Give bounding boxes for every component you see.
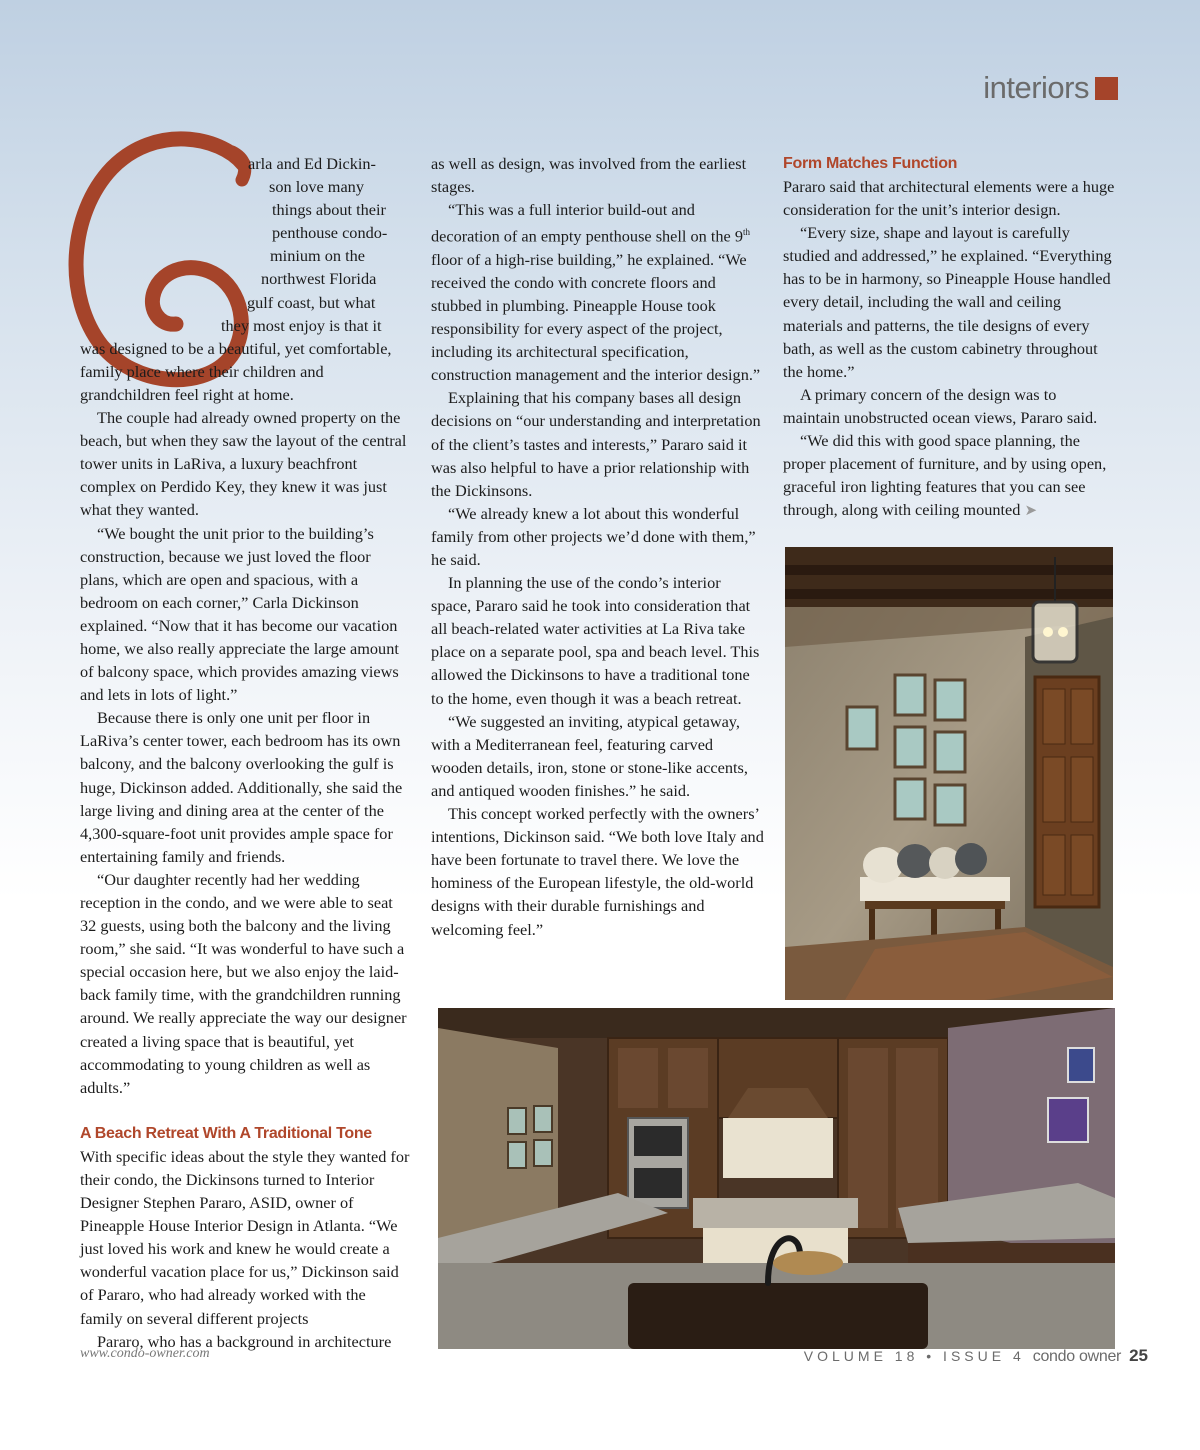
foyer-photo xyxy=(785,547,1113,1000)
subhead-beach-retreat: A Beach Retreat With A Traditional Tone xyxy=(80,1124,372,1142)
paragraph: The couple had already owned property on the beach, but when they saw the layout of the central tower units in LaRiva, a luxury beachfront complex on Perdido Key, they knew it was just what they wanted. xyxy=(80,408,407,520)
paragraph: “We did this with good space planning, the proper placement of furniture, and by using open, graceful iron lighting features that you can see through, along with ceiling mounted ➤ xyxy=(783,431,1107,520)
paragraph: With specific ideas about the style they wanted for their condo, the Dickinsons turned to Interior Designer Stephen Pararo, ASID, owner of Pineapple House Interior Design in Atlanta. “We just loved his work and knew he would create a wonderful vacation place for us,” Dickinson said of Pararo, who had already worked with the family on several different projects xyxy=(80,1146,410,1328)
paragraph: Pararo, who has a background in architecture xyxy=(97,1331,392,1351)
paragraph: “This was a full interior build-out and decoration of an empty penthouse shell on the 9th floor of a high-rise building,” he explained. “We received the condo with concrete floors and stubbed in plumbing. Pineapple House took responsibility for every aspect of the project, including its architectural specification, construction management and the interior design.” xyxy=(431,200,761,385)
volume-issue: VOLUME 18 • ISSUE 4 xyxy=(803,1348,1025,1364)
paragraph: “We already knew a lot about this wonderful family from other projects we’d done with them,” he said. xyxy=(431,503,756,570)
paragraph: A primary concern of the design was to maintain unobstructed ocean views, Pararo said. xyxy=(783,384,1098,427)
paragraph: “We bought the unit prior to the building’s construction, because we just loved the floor plans, which are open and spacious, with a bedroom on each corner,” Carla Dickinson explained. “Now that it has become our vacation home, we also really appreciate the large amount of balcony space, which provides amazing views and lets in lots of light.” xyxy=(80,523,399,705)
article-column-3 xyxy=(783,152,1116,522)
paragraph: “Every size, shape and layout is carefully studied and addressed,” he explained. “Everything has to be in harmony, so Pineapple House handled every detail, including the wall and ceiling materials and patterns, the tile designs of every bath, as well as the custom cabinetry throughout the home.” xyxy=(783,223,1112,381)
paragraph: “We suggested an inviting, atypical getaway, with a Mediterranean feel, featuring carved wooden details, iron, stone or stone-like accents, and antiqued wooden finishes.” he said. xyxy=(431,711,748,800)
subhead-form-function: Form Matches Function xyxy=(783,155,958,172)
section-square-icon xyxy=(1095,77,1118,100)
paragraph: In planning the use of the condo’s interior space, Pararo said he took into consideration that all beach-related water activities at La Riva take place on a separate pool, spa and beach level. This allowed the Dickinsons to have a traditional tone to the home, even though it was a beach retreat. xyxy=(431,573,760,708)
paragraph: This concept worked perfectly with the owners’ intentions, Dickinson said. “We both love Italy and have been fortunate to travel there. We love the hominess of the European lifestyle, the old-world designs with their durable furnishings and welcoming feel.” xyxy=(431,804,764,939)
paragraph: as well as design, was involved from the earliest stages. xyxy=(431,154,747,197)
footer-folio xyxy=(804,1346,1148,1366)
section-label: interiors xyxy=(983,70,1089,105)
dropcap-line: minium on the xyxy=(270,246,365,266)
dropcap-line: they most enjoy is that it xyxy=(221,315,382,335)
article-column-2 xyxy=(431,152,764,941)
magazine-name: condo owner xyxy=(1032,1348,1122,1365)
dropcap-paragraph xyxy=(80,152,410,406)
dropcap-line: arla and Ed Dickin- xyxy=(248,154,376,173)
dropcap-line: son love many xyxy=(269,177,364,197)
article-column-1 xyxy=(80,152,410,1353)
footer-url: www.condo-owner.com xyxy=(80,1346,210,1361)
dropcap-line: northwest Florida xyxy=(261,269,377,289)
dropcap-line: gulf coast, but what xyxy=(247,292,376,312)
section-tag xyxy=(983,70,1118,106)
arrow-right-icon: ➤ xyxy=(1024,501,1038,520)
paragraph: was designed to be a beautiful, yet comfortable, family place where their children and grandchildren feel right at home. xyxy=(80,338,392,404)
page-number: 25 xyxy=(1129,1346,1148,1365)
dropcap-line: penthouse condo- xyxy=(272,223,388,243)
paragraph: Because there is only one unit per floor in LaRiva’s center tower, each bedroom has its own balcony, and the balcony overlooking the gulf is huge, Dickinson added. Additionally, she said the large living and dining area at the center of the 4,300-square-foot unit provides ample space for entertaining family and friends. xyxy=(80,708,403,866)
dropcap-line: things about their xyxy=(272,200,386,220)
kitchen-photo xyxy=(438,1008,1115,1349)
paragraph: “Our daughter recently had her wedding reception in the condo, and we were able to seat 32 guests, using both the balcony and the living room,” she said. “It was wonderful to have such a special occasion here, but we also enjoy the laid-back family time, with the grandchildren running around. We really appreciate the way our designer created a living space that is beautiful, yet accommodating to young children as well as adults.” xyxy=(80,869,407,1097)
paragraph: Pararo said that architectural elements were a huge consideration for the unit’s interior design. xyxy=(783,177,1115,220)
paragraph: Explaining that his company bases all design decisions on “our understanding and interpretation of the client’s tastes and interests,” Pararo said it was also helpful to have a prior relationship with the Dickinsons. xyxy=(431,388,761,500)
